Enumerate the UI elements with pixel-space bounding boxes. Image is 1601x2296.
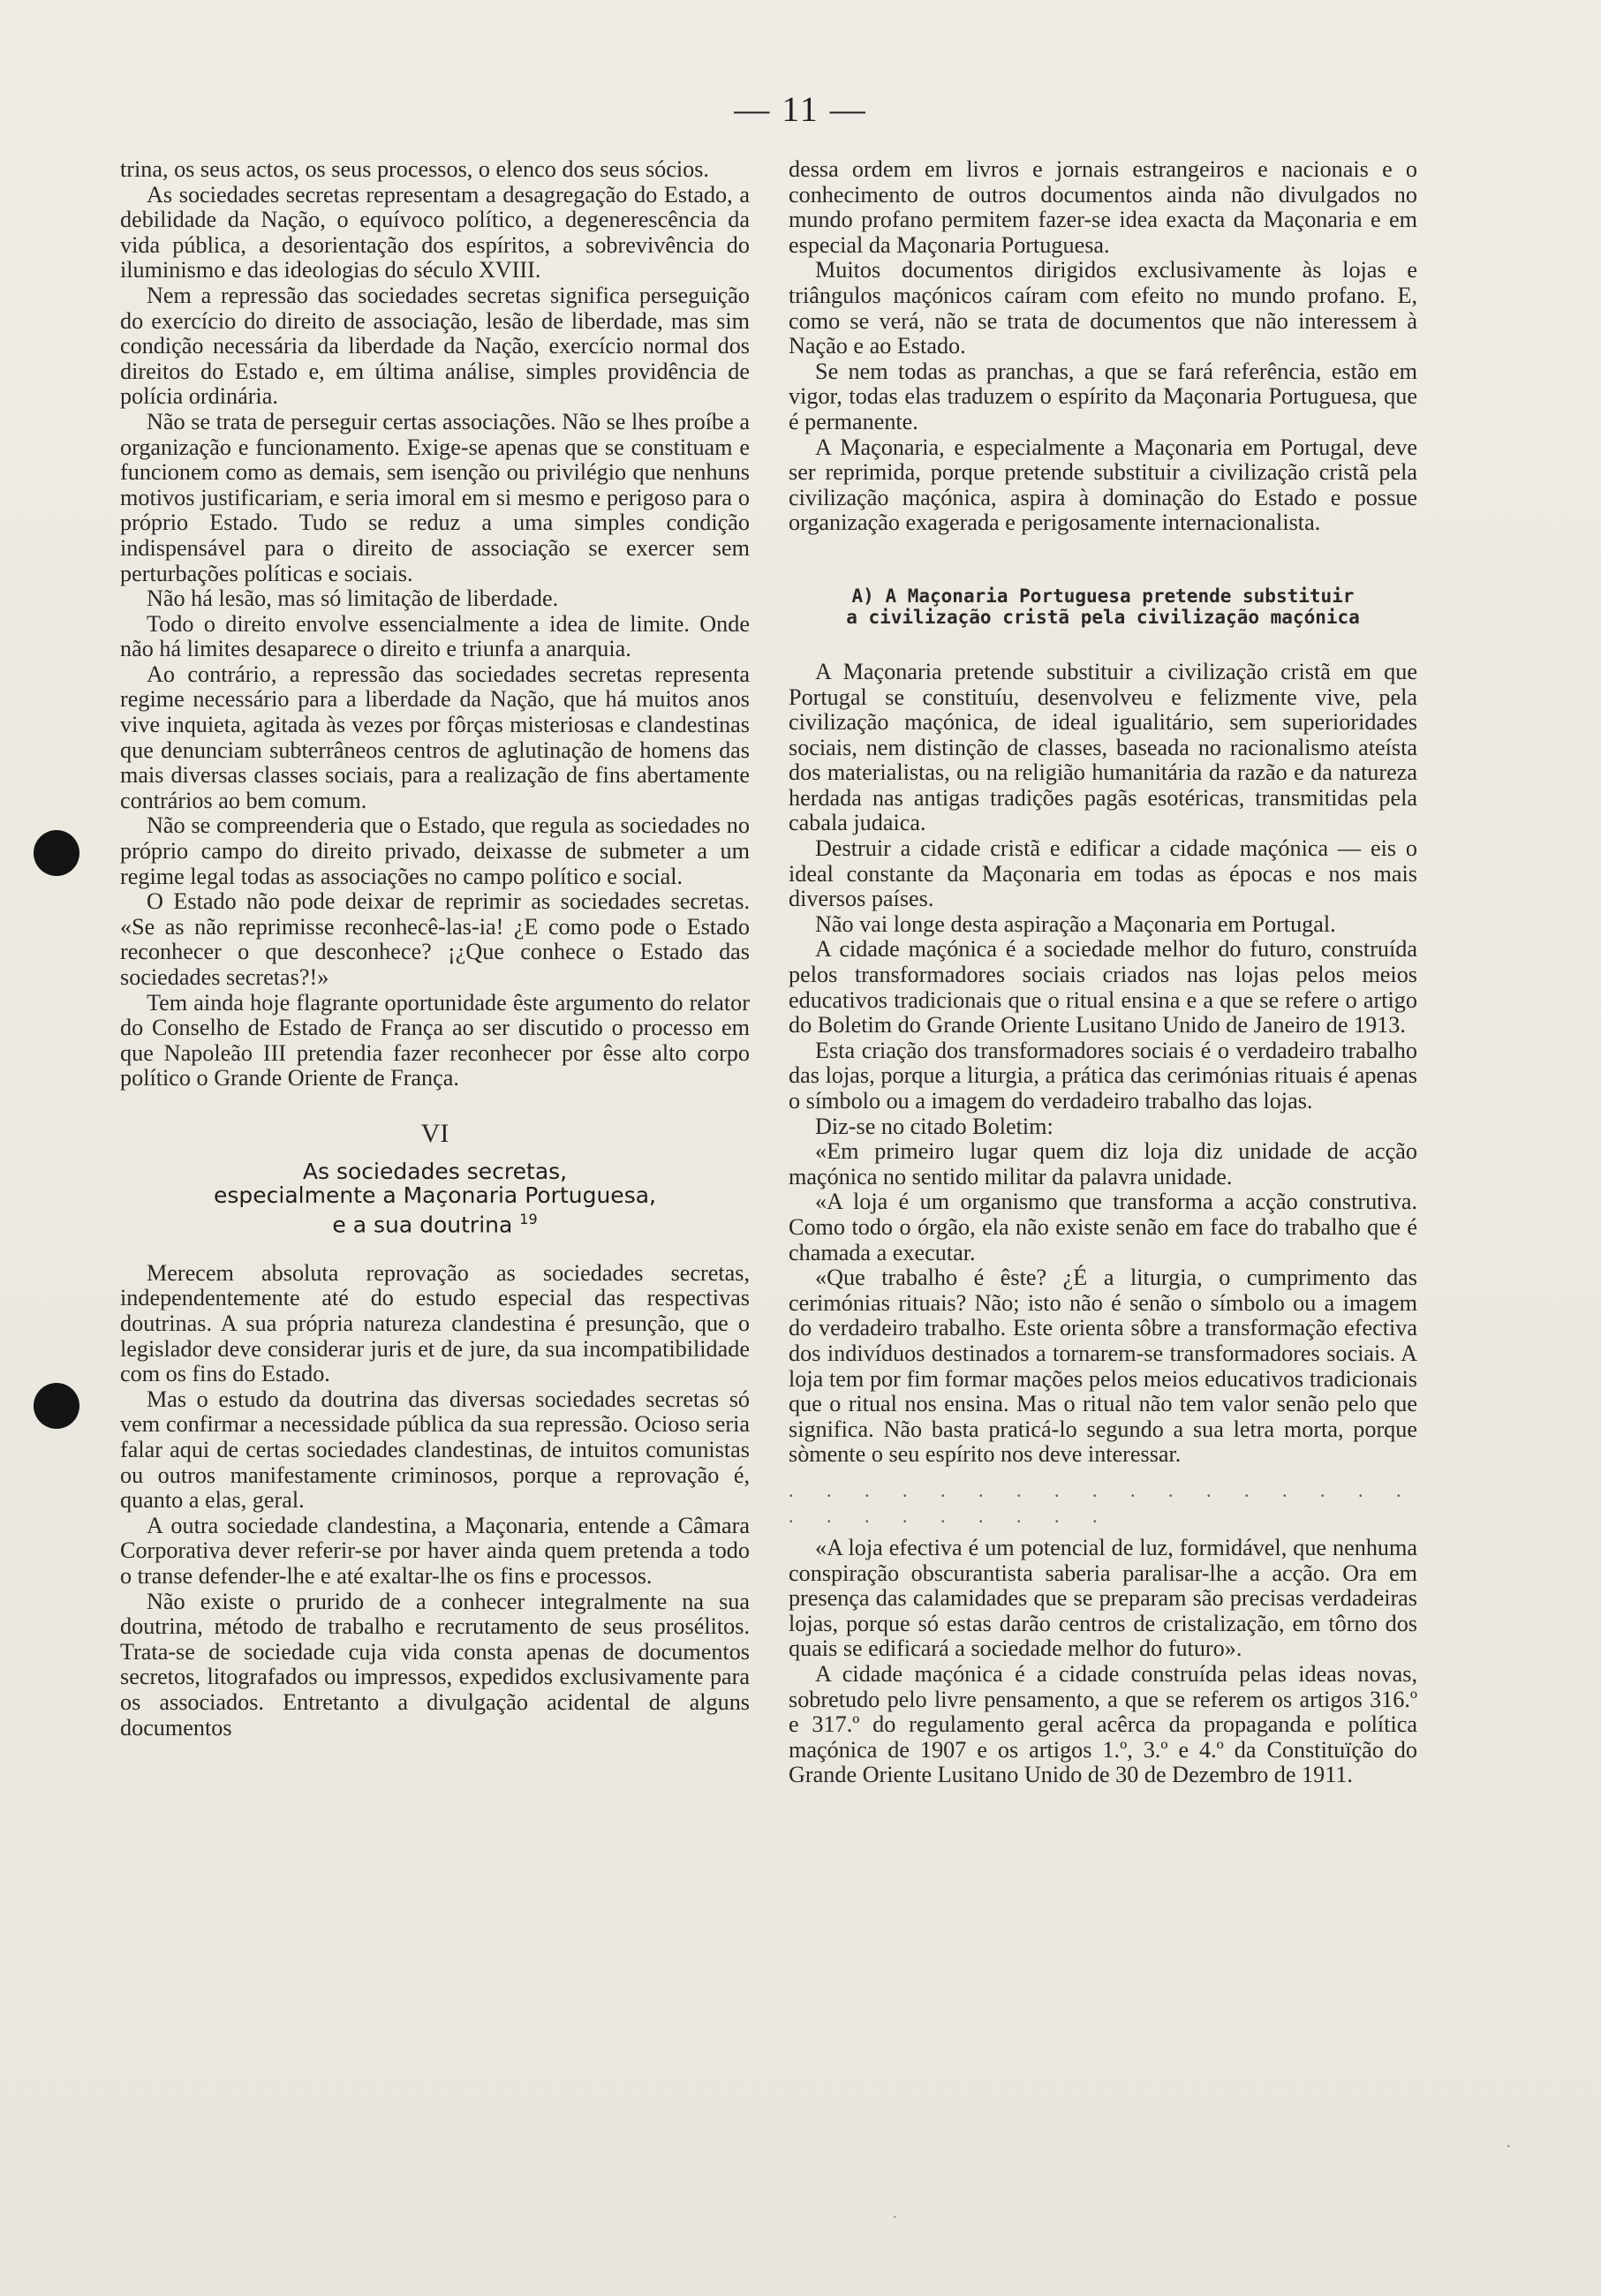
right-paragraphs-before bbox=[789, 157, 1417, 536]
paragraph: «A loja é um organismo que transforma a acção construtiva. Como todo o órgão, ela não existe senão em face do trabalho que é chamada a executar. bbox=[789, 1189, 1417, 1265]
section-heading-text: e a sua doutrina bbox=[332, 1211, 513, 1237]
subsection-heading bbox=[789, 585, 1417, 628]
paragraph: Nem a repressão das sociedades secretas significa perseguição do exercício do direito de associação, lesão de liberdade, mas sim condição necessária da liberdade da Nação, exercício normal dos direitos do Estado e, em última análise, simples providência de polícia ordinária. bbox=[120, 282, 750, 410]
right-paragraphs-mid bbox=[789, 660, 1417, 1468]
paragraph: As sociedades secretas representam a desagregação do Estado, a debilidade da Nação, o equívoco político, a degenerescência da vida pública, a desorientação dos espíritos, a sobrevivência do iluminismo e das ideologias do século XVIII. bbox=[120, 181, 750, 283]
paragraph: Destruir a cidade cristã e edificar a cidade maçónica — eis o ideal constante da Maçonaria em todas as épocas e nos mais diversos países. bbox=[789, 835, 1417, 912]
section-heading-line: As sociedades secretas, bbox=[302, 1158, 568, 1184]
section-heading-line: especialmente a Maçonaria Portuguesa, bbox=[214, 1182, 656, 1208]
paragraph: «Em primeiro lugar quem diz loja diz unidade de acção maçónica no sentido militar da palavra unidade. bbox=[789, 1138, 1417, 1190]
paragraph: Não existe o prurido de a conhecer integralmente na sua doutrina, método de trabalho e recrutamento de seus prosélitos. Trata-se de sociedade cuja vida consta apenas de documentos secretos, litografados ou impressos, expedidos exclusivamente para os associados. Entretanto a divulgação acidental de alguns documentos bbox=[120, 1588, 750, 1741]
paragraph: Diz-se no citado Boletim: bbox=[815, 1113, 1053, 1139]
paper-speck: · bbox=[892, 2208, 898, 2227]
paragraph: Esta criação dos transformadores sociais é o verdadeiro trabalho das lojas, porque a liturgia, a prática das cerimónias rituais é apenas o símbolo ou a imagem do verdadeiro trabalho das lojas. bbox=[789, 1037, 1417, 1114]
right-column bbox=[789, 157, 1417, 1788]
page-number: — 11 — bbox=[734, 89, 867, 129]
paragraph: Muitos documentos dirigidos exclusivamente às lojas e triângulos maçónicos caíram com efeito no mundo profano. E, como se verá, não se trata de documentos que não interessem à Nação e ao Estado. bbox=[789, 257, 1417, 359]
paragraph: «A loja efectiva é um potencial de luz, formidável, que nenhuma conspiração obscurantista saberia paralisar-lhe a acção. Ora em presença das calamidades que se preparam são precisas verdadeiras lojas, porque só estas darão centros de cristalização, em tôrno dos quais se edificará a sociedade melhor do futuro». bbox=[789, 1535, 1417, 1662]
footnote-marker: 19 bbox=[519, 1210, 538, 1227]
paragraph: Não se compreenderia que o Estado, que regula as sociedades no próprio campo do direito privado, deixasse de submeter a um regime legal todas as associações no campo político e social. bbox=[120, 812, 750, 889]
paragraph: «Que trabalho é êste? ¿É a liturgia, o cumprimento das cerimónias rituais? Não; isto não é senão o símbolo ou a imagem do verdadeiro trabalho. Este orienta sôbre a transformação efectiva dos indivíduos destinados a tornarem-se transformadores sociais. A loja tem por fim formar mações pelos meios educativos tradicionais que o ritual nos ensina. Mas o ritual não tem valor senão pelo que significa. Não basta praticá-lo segundo a sua letra morta, porque sòmente o seu espírito nos deve interessar. bbox=[789, 1265, 1417, 1468]
paragraph: Tem ainda hoje flagrante oportunidade êste argumento do relator do Conselho de Estado de França ao ser discutido o processo em que Napoleão III pretendia fazer reconhecer por êsse alto corpo político o Grande Oriente de França. bbox=[120, 989, 750, 1091]
paper-speck: · bbox=[1506, 2137, 1512, 2156]
paragraph: Mas o estudo da doutrina das diversas sociedades secretas só vem confirmar a necessidade pública da sua repressão. Ocioso seria falar aqui de certas sociedades clandestinas, de intuitos comunistas ou outros manifestamente criminosos, porque a reprovação é, quanto a elas, geral. bbox=[120, 1386, 750, 1514]
paragraph: Não se trata de perseguir certas associações. Não se lhes proíbe a organização e funcionamento. Exige-se apenas que se constituam e funcionem como as demais, sem isenção ou privilégio que nenhuns motivos justificariam, e seria imoral em si mesmo e perigoso para o próprio Estado. Tudo se reduz a uma simples condição indispensável para o direito de associação se exercer sem perturbações políticas e sociais. bbox=[120, 408, 750, 586]
punch-hole-bottom bbox=[34, 1383, 79, 1429]
section-number: VI bbox=[420, 1118, 449, 1148]
paragraph: dessa ordem em livros e jornais estrangeiros e nacionais e o conhecimento de outros documentos ainda não divulgados no mundo profano permitem fazer-se idea exacta da Maçonaria e em especial da Maçonaria Portuguesa. bbox=[789, 156, 1417, 258]
left-paragraphs-after bbox=[120, 1261, 750, 1741]
paragraph: A outra sociedade clandestina, a Maçonaria, entende a Câmara Corporativa dever referir-se por haver ainda quem pretenda a todo o transe defender-lhe e até exaltar-lhe os fins e processos. bbox=[120, 1512, 750, 1590]
paragraph: Não há lesão, mas só limitação de liberdade. bbox=[147, 585, 559, 612]
paragraph: A cidade maçónica é a sociedade melhor do futuro, construída pelos transformadores sociais criados nas lojas pelos meios educativos tradicionais que o ritual ensina e a que se refere o artigo do Boletim do Grande Oriente Lusitano Unido de Janeiro de 1913. bbox=[789, 936, 1417, 1038]
left-column bbox=[120, 157, 750, 1741]
paragraph: Se nem todas as pranchas, a que se fará referência, estão em vigor, todas elas traduzem o espírito da Maçonaria Portuguesa, que é permanente. bbox=[789, 358, 1417, 434]
paragraph: O Estado não pode deixar de reprimir as sociedades secretas. «Se as não reprimisse reconhecê-las-ia! ¿E como pode o Estado reconhecer o que desconhece? ¡¿Que conhece o Estado das sociedades secretas?!» bbox=[120, 888, 750, 990]
section-heading-line-3 bbox=[120, 1207, 750, 1236]
paragraph: Merecem absoluta reprovação as sociedades secretas, independentemente até do estudo especial das respectivas doutrinas. A sua própria natureza clandestina é presunção, que o legislador deve considerar juris et de jure, da sua incompatibilidade com os fins do Estado. bbox=[120, 1259, 750, 1387]
paragraph: Todo o direito envolve essencialmente a idea de limite. Onde não há limites desaparece o direito e triunfa a anarquia. bbox=[120, 610, 750, 662]
right-paragraphs-after bbox=[789, 1536, 1417, 1788]
punch-hole-top bbox=[34, 830, 79, 876]
paragraph: A Maçonaria, e especialmente a Maçonaria em Portugal, deve ser reprimida, porque pretende substituir a civilização cristã pela civilização maçónica, aspira à dominação do Estado e possue organização exagerada e perigosamente internacionalista. bbox=[789, 434, 1417, 536]
left-paragraphs-before bbox=[120, 157, 750, 1091]
section-heading bbox=[120, 1159, 750, 1236]
paragraph: Não vai longe desta aspiração a Maçonaria em Portugal. bbox=[815, 910, 1336, 937]
ellipsis-separator: . . . . . . . . . . . . . . . . . . . . . . . . . . bbox=[789, 1478, 1416, 1527]
subsection-heading-line: a civilização cristã pela civilização maçónica bbox=[846, 606, 1360, 628]
subsection-heading-line: A) A Maçonaria Portuguesa pretende substituir bbox=[851, 585, 1355, 607]
paragraph: A cidade maçónica é a cidade construída pelas ideas novas, sobretudo pelo livre pensamento, a que se referem os artigos 316.º e 317.º do regulamento geral acêrca da propaganda e política maçónica de 1907 e os artigos 1.º, 3.º e 4.º da Constituïção do Grande Oriente Lusitano Unido de 30 de Dezembro de 1911. bbox=[789, 1661, 1417, 1788]
paragraph: trina, os seus actos, os seus processos, o elenco dos seus sócios. bbox=[120, 156, 709, 182]
paragraph: A Maçonaria pretende substituir a civilização cristã em que Portugal se constituíu, desenvolveu e felizmente vive, pela civilização maçónica, de ideal igualitário, sem superioridades sociais, nem distinção de classes, baseada no racionalismo ateísta dos materialistas, ou na religião humanitária da razão e da natureza herdada nas antigas tradições pagãs esotéricas, transmitidas pela cabala judaica. bbox=[789, 658, 1417, 836]
paragraph: Ao contrário, a repressão das sociedades secretas representa regime necessário para a liberdade da Nação, que há muitos anos vive inquieta, agitada às vezes por fôrças misteriosas e clandestinas que denunciam subterrâneos centros de aglutinação de homens das mais diversas classes sociais, para a realização de fins abertamente contrários ao bem comum. bbox=[120, 661, 750, 813]
